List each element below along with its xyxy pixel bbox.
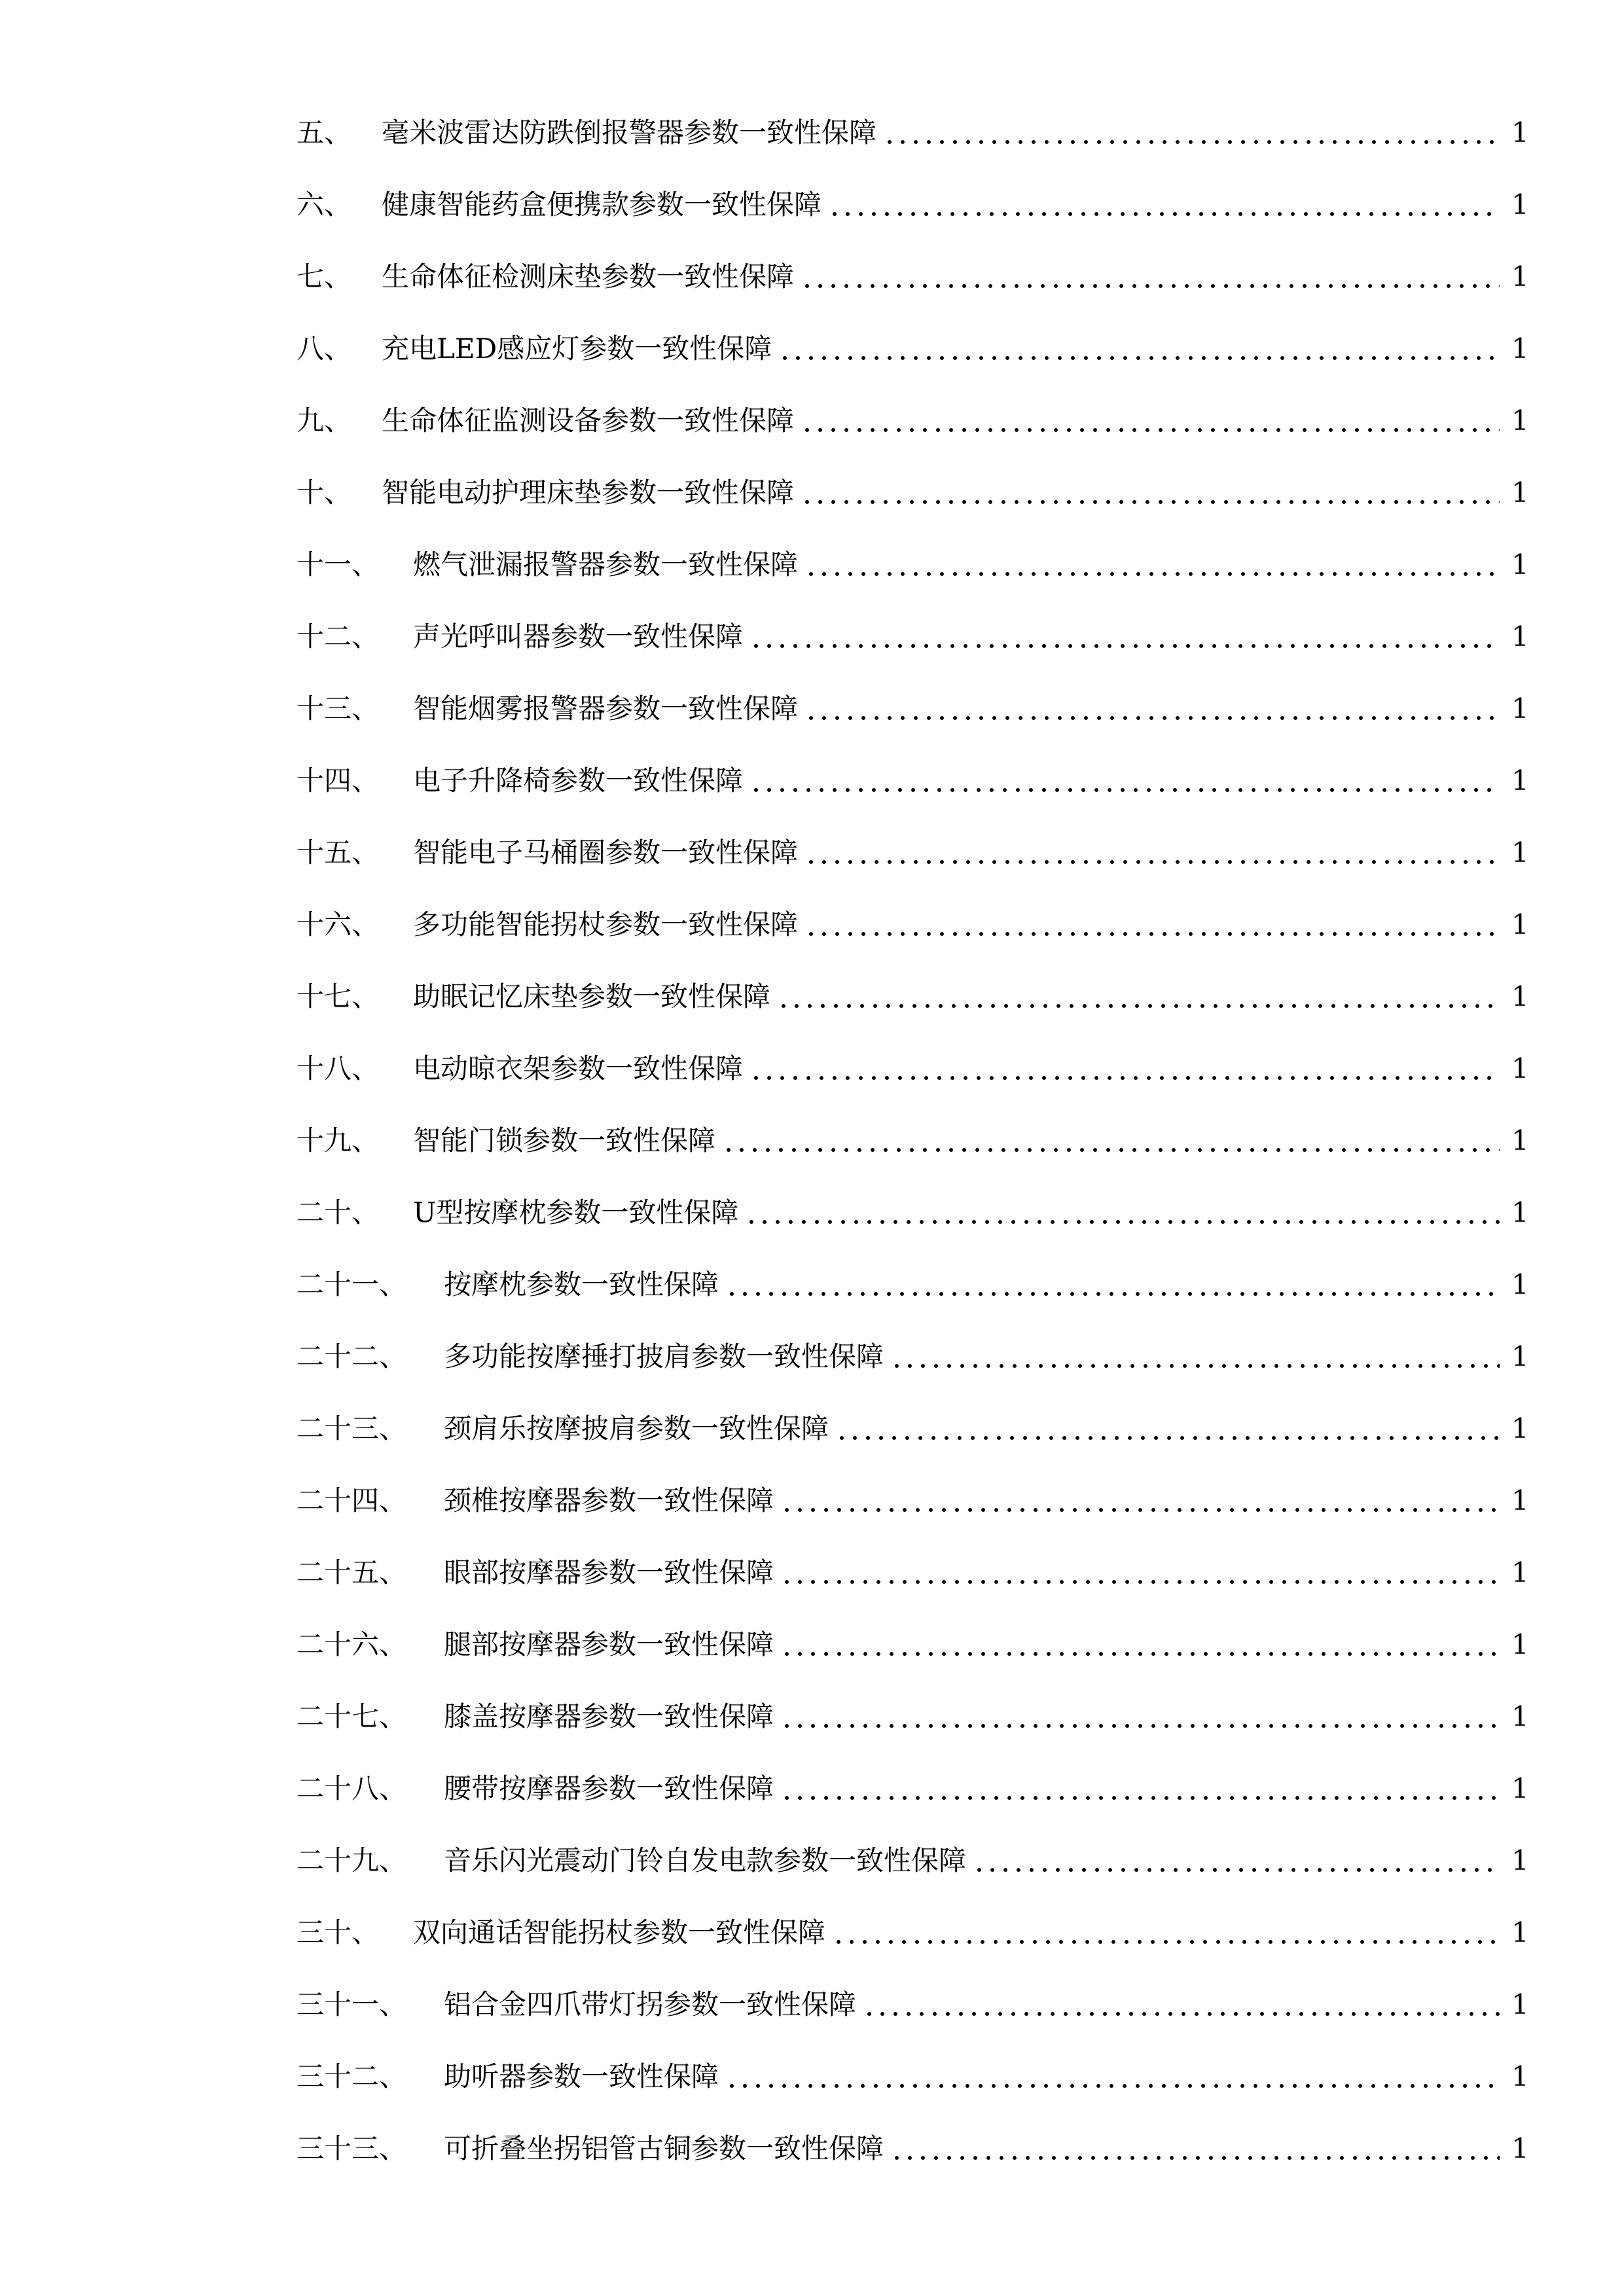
toc-entry-number: 二十四、 [297,1484,407,1516]
toc-entry-number: 八、 [297,332,352,365]
toc-entry-page: 1 [1511,1556,1529,1588]
toc-entry-title: 铝合金四爪带灯拐参数一致性保障 [444,1988,857,2020]
table-of-contents [297,97,1529,2185]
toc-entry-page: 1 [1511,1700,1529,1732]
toc-entry[interactable] [297,1825,1529,1897]
dot-leader [832,1919,1500,1946]
toc-entry-number: 十七、 [297,980,380,1013]
toc-entry-page: 1 [1511,764,1529,797]
toc-entry-title: 音乐闪光震动门铃自发电款参数一致性保障 [444,1844,967,1876]
dot-leader [749,767,1500,795]
toc-entry-page: 1 [1511,260,1529,293]
dot-leader [828,191,1500,219]
toc-entry-page: 1 [1511,2060,1529,2092]
toc-entry-title: 电动晾衣架参数一致性保障 [413,1052,744,1085]
toc-entry-number: 三十二、 [297,2060,407,2092]
dot-leader [725,2063,1500,2090]
toc-entry-number: 六、 [297,188,352,221]
toc-entry-number: 二十、 [297,1196,380,1229]
toc-entry-number: 二十一、 [297,1268,407,1300]
toc-entry[interactable] [297,1465,1529,1537]
toc-entry[interactable] [297,1105,1529,1177]
dot-leader [749,1055,1500,1083]
dot-leader [777,983,1500,1011]
toc-entry[interactable] [297,1177,1529,1249]
toc-entry-title: U型按摩枕参数一致性保障 [413,1196,739,1229]
toc-entry-title: 多功能按摩捶打披肩参数一致性保障 [444,1340,884,1372]
toc-entry-page: 1 [1511,1772,1529,1804]
toc-entry-title: 眼部按摩器参数一致性保障 [444,1556,774,1588]
toc-entry-title: 智能门锁参数一致性保障 [413,1124,716,1157]
toc-entry[interactable] [297,529,1529,601]
toc-entry-title: 膝盖按摩器参数一致性保障 [444,1700,774,1732]
toc-entry-page: 1 [1511,692,1529,725]
toc-entry-title: 充电LED感应灯参数一致性保障 [382,332,772,365]
toc-entry-page: 1 [1511,1268,1529,1300]
toc-entry-page: 1 [1511,980,1529,1013]
dot-leader [863,1991,1500,2018]
dot-leader [780,1631,1500,1659]
toc-entry[interactable] [297,457,1529,529]
toc-entry-number: 九、 [297,404,352,437]
toc-entry-page: 1 [1511,1844,1529,1876]
toc-entry[interactable] [297,817,1529,889]
toc-entry-title: 多功能智能拐杖参数一致性保障 [413,908,799,941]
toc-entry-title: 双向通话智能拐杖参数一致性保障 [413,1916,826,1948]
toc-entry-number: 十八、 [297,1052,380,1085]
toc-entry[interactable] [297,313,1529,385]
dot-leader [725,1271,1500,1299]
toc-entry-number: 七、 [297,260,352,293]
toc-entry[interactable] [297,1393,1529,1465]
dot-leader [801,407,1500,435]
dot-leader [778,335,1500,363]
toc-entry-page: 1 [1511,1052,1529,1085]
dot-leader [883,119,1500,147]
toc-entry-number: 十一、 [297,548,380,581]
toc-entry-page: 1 [1511,1412,1529,1444]
toc-entry-number: 三十一、 [297,1988,407,2020]
toc-entry-title: 可折叠坐拐铝管古铜参数一致性保障 [444,2132,884,2164]
dot-leader [722,1127,1500,1155]
toc-entry[interactable] [297,1537,1529,1609]
toc-entry-page: 1 [1511,1196,1529,1229]
toc-entry-number: 十三、 [297,692,380,725]
toc-entry-page: 1 [1511,1916,1529,1948]
toc-entry-title: 声光呼叫器参数一致性保障 [413,620,744,653]
toc-entry-number: 十六、 [297,908,380,941]
toc-entry[interactable] [297,385,1529,457]
toc-entry-title: 助听器参数一致性保障 [444,2060,719,2092]
toc-entry-title: 智能电动护理床垫参数一致性保障 [382,476,795,509]
dot-leader [801,263,1500,291]
toc-entry-page: 1 [1511,404,1529,437]
toc-entry[interactable] [297,889,1529,961]
toc-entry-title: 助眠记忆床垫参数一致性保障 [413,980,771,1013]
toc-entry[interactable] [297,673,1529,745]
dot-leader [890,1343,1500,1371]
toc-entry-page: 1 [1511,836,1529,869]
toc-entry-number: 二十二、 [297,1340,407,1372]
toc-entry-number: 十二、 [297,620,380,653]
dot-leader [804,695,1500,723]
toc-entry-number: 三十三、 [297,2132,407,2164]
dot-leader [973,1847,1500,1874]
toc-entry-title: 颈肩乐按摩披肩参数一致性保障 [444,1412,829,1444]
dot-leader [804,839,1500,867]
toc-entry-title: 生命体征监测设备参数一致性保障 [382,404,795,437]
toc-entry[interactable] [297,601,1529,673]
toc-entry[interactable] [297,2041,1529,2113]
toc-entry[interactable] [297,241,1529,313]
toc-entry-number: 二十七、 [297,1700,407,1732]
toc-entry-number: 三十、 [297,1916,380,1948]
toc-entry[interactable] [297,1609,1529,1681]
toc-entry-title: 腿部按摩器参数一致性保障 [444,1628,774,1660]
toc-entry-number: 十九、 [297,1124,380,1157]
toc-entry-page: 1 [1511,1124,1529,1157]
toc-entry-number: 十五、 [297,836,380,869]
toc-entry[interactable] [297,1681,1529,1753]
dot-leader [804,551,1500,579]
toc-entry-page: 1 [1511,476,1529,509]
toc-entry-page: 1 [1511,908,1529,941]
toc-entry-page: 1 [1511,548,1529,581]
dot-leader [745,1199,1500,1227]
toc-entry-page: 1 [1511,620,1529,653]
toc-entry-title: 燃气泄漏报警器参数一致性保障 [413,548,799,581]
toc-entry-title: 健康智能药盒便携款参数一致性保障 [382,188,822,221]
toc-entry-page: 1 [1511,1340,1529,1372]
toc-entry-page: 1 [1511,188,1529,221]
toc-entry-number: 二十八、 [297,1772,407,1804]
toc-entry-page: 1 [1511,1628,1529,1660]
dot-leader [780,1775,1500,1803]
toc-entry-title: 毫米波雷达防跌倒报警器参数一致性保障 [382,117,877,149]
dot-leader [780,1487,1500,1515]
toc-entry-title: 颈椎按摩器参数一致性保障 [444,1484,774,1516]
toc-entry-number: 二十五、 [297,1556,407,1588]
toc-entry[interactable] [297,1897,1529,1969]
toc-entry[interactable] [297,2113,1529,2185]
toc-entry[interactable] [297,1753,1529,1825]
toc-entry[interactable] [297,1969,1529,2041]
toc-entry-number: 二十三、 [297,1412,407,1444]
toc-entry-title: 电子升降椅参数一致性保障 [413,764,744,797]
toc-entry[interactable] [297,961,1529,1033]
dot-leader [780,1703,1500,1731]
toc-entry-number: 十、 [297,476,352,509]
dot-leader [780,1559,1500,1587]
toc-entry[interactable] [297,169,1529,241]
dot-leader [890,2135,1500,2162]
toc-entry-page: 1 [1511,2132,1529,2164]
toc-entry-number: 五、 [297,117,352,149]
toc-entry-title: 腰带按摩器参数一致性保障 [444,1772,774,1804]
toc-entry[interactable] [297,1033,1529,1105]
toc-entry-page: 1 [1511,1484,1529,1516]
dot-leader [749,623,1500,651]
toc-entry-title: 生命体征检测床垫参数一致性保障 [382,260,795,293]
toc-entry-number: 二十六、 [297,1628,407,1660]
toc-entry[interactable] [297,97,1529,169]
toc-entry-page: 1 [1511,332,1529,365]
toc-entry-title: 按摩枕参数一致性保障 [444,1268,719,1300]
toc-entry[interactable] [297,1321,1529,1393]
toc-entry-title: 智能电子马桶圈参数一致性保障 [413,836,799,869]
dot-leader [835,1415,1500,1443]
toc-entry[interactable] [297,745,1529,817]
toc-entry-page: 1 [1511,117,1529,149]
toc-entry-page: 1 [1511,1988,1529,2020]
toc-entry[interactable] [297,1249,1529,1321]
toc-entry-title: 智能烟雾报警器参数一致性保障 [413,692,799,725]
toc-entry-number: 二十九、 [297,1844,407,1876]
dot-leader [801,479,1500,507]
dot-leader [804,911,1500,939]
toc-entry-number: 十四、 [297,764,380,797]
